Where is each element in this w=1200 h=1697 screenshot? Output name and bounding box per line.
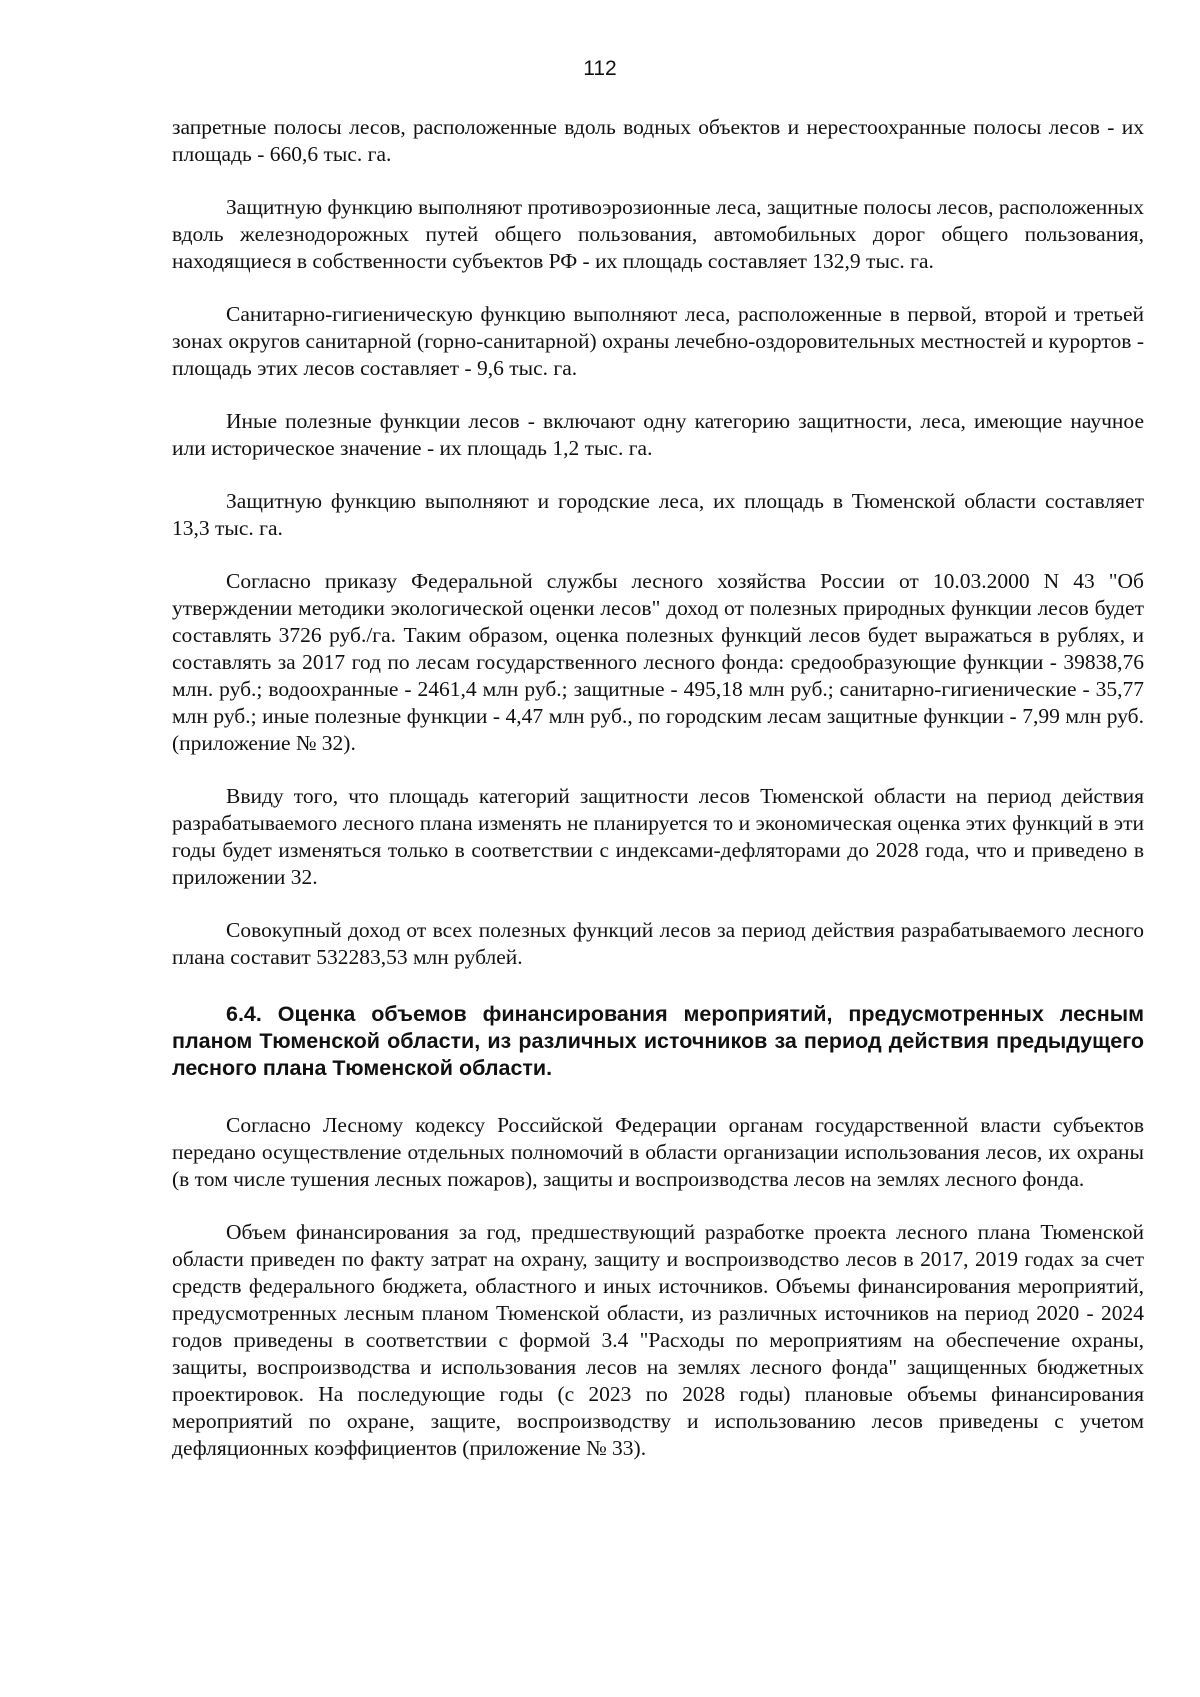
paragraph-urban-forests: Защитную функцию выполняют и городские леса, их площадь в Тюменской области составляет 13,3 тыс. га.: [172, 489, 1144, 540]
paragraph-financing-volume: Объем финансирования за год, предшествующий разработке проекта лесного плана Тюменской области приведен по факту затрат на охрану, защиту и воспроизводство лесов в 2017, 2019 годах за счет средств федерального бюджета, областного и иных источников. Объемы финансирования мероприятий, предусмотренных лесным планом Тюменской области, из различных источников на период 2020 - 2024 годов приведены в соответствии с формой 3.4 "Расходы по мероприятиям на обеспечение охраны, защиты, воспроизводства и использования лесов на землях лесного фонда" защищенных бюджетных проектировок. На последующие годы (с 2023 по 2028 годы) плановые объемы финансирования мероприятий по охране, защите, воспроизводству и использованию лесов приведены с учетом дефляционных коэффициентов (приложение № 33).: [172, 1220, 1144, 1460]
paragraph-protective-function: Защитную функцию выполняют противоэрозионные леса, защитные полосы лесов, расположенных вдоль железнодорожных путей общего пользования, автомобильных дорог общего пользования, находящиеся в собственности субъектов РФ - их площадь составляет 132,9 тыс. га.: [172, 195, 1144, 273]
paragraph-valuation-order: Согласно приказу Федеральной службы лесного хозяйства России от 10.03.2000 N 43 "Об утверждении методики экологической оценки лесов" доход от полезных природных функции лесов будет составлять 3726 руб./га. Таким образом, оценка полезных функций лесов будет выражаться в рублях, и составлять за 2017 год по лесам государственного лесного фонда: средообразующие функции - 39838,76 млн. руб.; водоохранные - 2461,4 млн руб.; защитные - 495,18 млн руб.; санитарно-гигиенические - 35,77 млн руб.; иные полезные функции - 4,47 млн руб., по городским лесам защитные функции - 7,99 млн руб. (приложение № 32).: [172, 569, 1144, 755]
paragraph-protective-strips-continuation: запретные полосы лесов, расположенные вдоль водных объектов и нерестоохранные полосы лесов - их площадь - 660,6 тыс. га.: [172, 115, 1144, 166]
paragraph-deflator-indexes: Ввиду того, что площадь категорий защитности лесов Тюменской области на период действия разрабатываемого лесного плана изменять не планируется то и экономическая оценка этих функций в эти годы будет изменяться только в соответствии с индексами-дефляторами до 2028 года, что и приведено в приложении 32.: [172, 784, 1144, 889]
paragraph-other-functions: Иные полезные функции лесов - включают одну категорию защитности, леса, имеющие научное или историческое значение - их площадь 1,2 тыс. га.: [172, 409, 1144, 460]
paragraph-forest-code: Согласно Лесному кодексу Российской Федерации органам государственной власти субъектов передано осуществление отдельных полномочий в области организации использования лесов, их охраны (в том числе тушения лесных пожаров), защиты и воспроизводства лесов на землях лесного фонда.: [172, 1113, 1144, 1191]
document-body: [172, 114, 1144, 1488]
section-heading-6-4: 6.4. Оценка объемов финансирования мероприятий, предусмотренных лесным планом Тюменской области, из различных источников за период действия предыдущего лесного плана Тюменской области.: [172, 1002, 1144, 1080]
paragraph-total-income: Совокупный доход от всех полезных функций лесов за период действия разрабатываемого лесного плана составит 532283,53 млн рублей.: [172, 918, 1144, 969]
page-number: 112: [583, 57, 617, 80]
paragraph-sanitary-function: Санитарно-гигиеническую функцию выполняют леса, расположенные в первой, второй и третьей зонах округов санитарной (горно-санитарной) охраны лечебно-оздоровительных местностей и курортов - площадь этих лесов составляет - 9,6 тыс. га.: [172, 302, 1144, 380]
